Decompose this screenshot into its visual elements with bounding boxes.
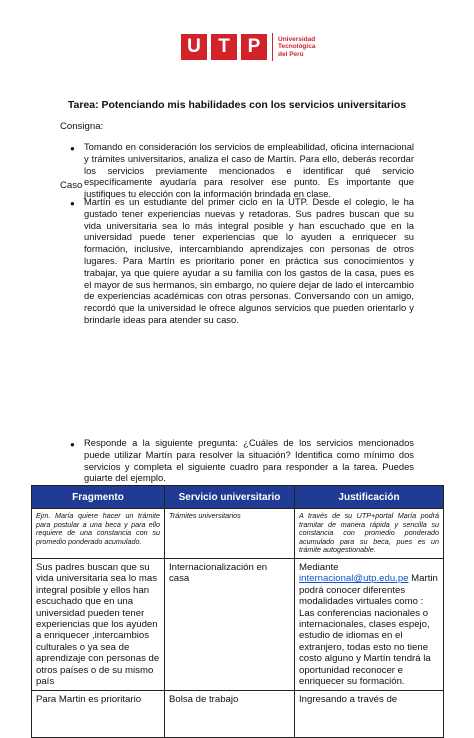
bullet-icon: ● xyxy=(70,199,75,208)
bullet-icon: ● xyxy=(70,440,75,449)
table-header-row xyxy=(32,486,444,509)
email-link[interactable]: internacional@utp.edu.pe xyxy=(299,573,409,585)
justificacion-cell[interactable]: Ingresando a través de xyxy=(295,691,444,738)
justificacion-cell[interactable] xyxy=(295,558,444,690)
header-justificacion: Justificación xyxy=(295,486,444,509)
bullet-icon: ● xyxy=(70,144,75,153)
table-row xyxy=(32,691,444,738)
fragmento-cell[interactable]: Para Martin es prioritario xyxy=(32,691,165,738)
consigna-text: Tomando en consideración los servicios de empleabilidad, oficina internacional y trámites universitarios, analiza el caso de Martín. Para ello, deberás recordar los servicios previamente mencionados e identificar qué servicio específicamente ayudaría para resolver ese punto. Es importante que justifiques tu elección con la información brindada en clase. xyxy=(84,141,414,200)
servicio-cell[interactable]: Bolsa de trabajo xyxy=(165,691,295,738)
servicio-cell[interactable]: Internacionalización en casa xyxy=(165,558,295,690)
header-fragmento: Fragmento xyxy=(32,486,165,509)
caso-text: Martín es un estudiante del primer ciclo en la UTP. Desde el colegio, le ha gustado tener experiencias nuevas y retadoras. Sus padres buscan que su vida universitaria sea lo más integral posible y han escuchado que en la universidad puede tener experiencias que lo ayuden a enriquecer su formación, inclusive, intercambiando aprendizajes con personas de otros lugares. Para Martín es prioritario poner en práctica sus conocimientos y trabajar, ya que quiere ayudar a su familia con los gastos de la casa, pues es el mayor de sus hermanos, sin embargo, no quiere dejar de lado el intercambio de experiencias académicas con otras personas. Conversando con un amigo, recordó que la universidad le ofrece algunos servicios que pueden orientarlo y brindarle ideas para atender su caso. xyxy=(84,196,414,325)
pregunta-text: Responde a la siguiente pregunta: ¿Cuáles de los servicios mencionados puede utilizar Martín para resolver la situación? Identifica como mínimo dos servicios y completa el siguiente cuadro para responder a la tarea. Puedes guiarte del ejemplo. xyxy=(84,437,414,484)
table-row xyxy=(32,509,444,559)
example-servicio-cell[interactable]: Trámites universitarios xyxy=(165,509,295,559)
example-fragmento-cell[interactable]: Ejm. María quiere hacer un trámite para postular a una beca y para ello requiere de una constancia con su promedio ponderado acumulado. xyxy=(32,509,165,559)
caso-label: Caso xyxy=(60,180,83,191)
logo-letter-t: T xyxy=(211,34,237,60)
table-row xyxy=(32,558,444,690)
logo-letter-u: U xyxy=(181,34,207,60)
document-title: Tarea: Potenciando mis habilidades con los servicios universitarios xyxy=(67,99,407,111)
logo-divider xyxy=(272,33,273,61)
consigna-label: Consigna: xyxy=(60,121,104,132)
justificacion-intro: Mediante xyxy=(299,561,339,573)
utp-logo xyxy=(181,32,333,62)
logo-letter-p: P xyxy=(241,34,267,60)
logo-university-name: Universidad Tecnológica del Perú xyxy=(278,35,316,58)
justificacion-rest: Martin podrá conocer diferentes modalidades virtuales como : Las conferencias nacionales o internacionales, clases espejo, estudio de idiomas en el extranjero, todas esto no tiene costo alguno y Martín tendrá la oportunidad reconocer e enriquecer su formación. xyxy=(299,573,438,688)
fragmento-cell[interactable]: Sus padres buscan que su vida universitaria sea lo mas integral posible y ellos han escuchado que en una universidad pueden tener experiencias que los ayuden a enriquecer ,intercambios culturales o ya sea de aprendizaje con personas de otros países o de su mismo país xyxy=(32,558,165,690)
header-servicio: Servicio universitario xyxy=(165,486,295,509)
example-justificacion-cell[interactable]: A través de su UTP+portal María podrá tramitar de manera rápida y sencilla su constancia con promedio ponderado acumulado para su beca, pues es un trámite autogestionable. xyxy=(295,509,444,559)
answer-table xyxy=(31,485,444,738)
